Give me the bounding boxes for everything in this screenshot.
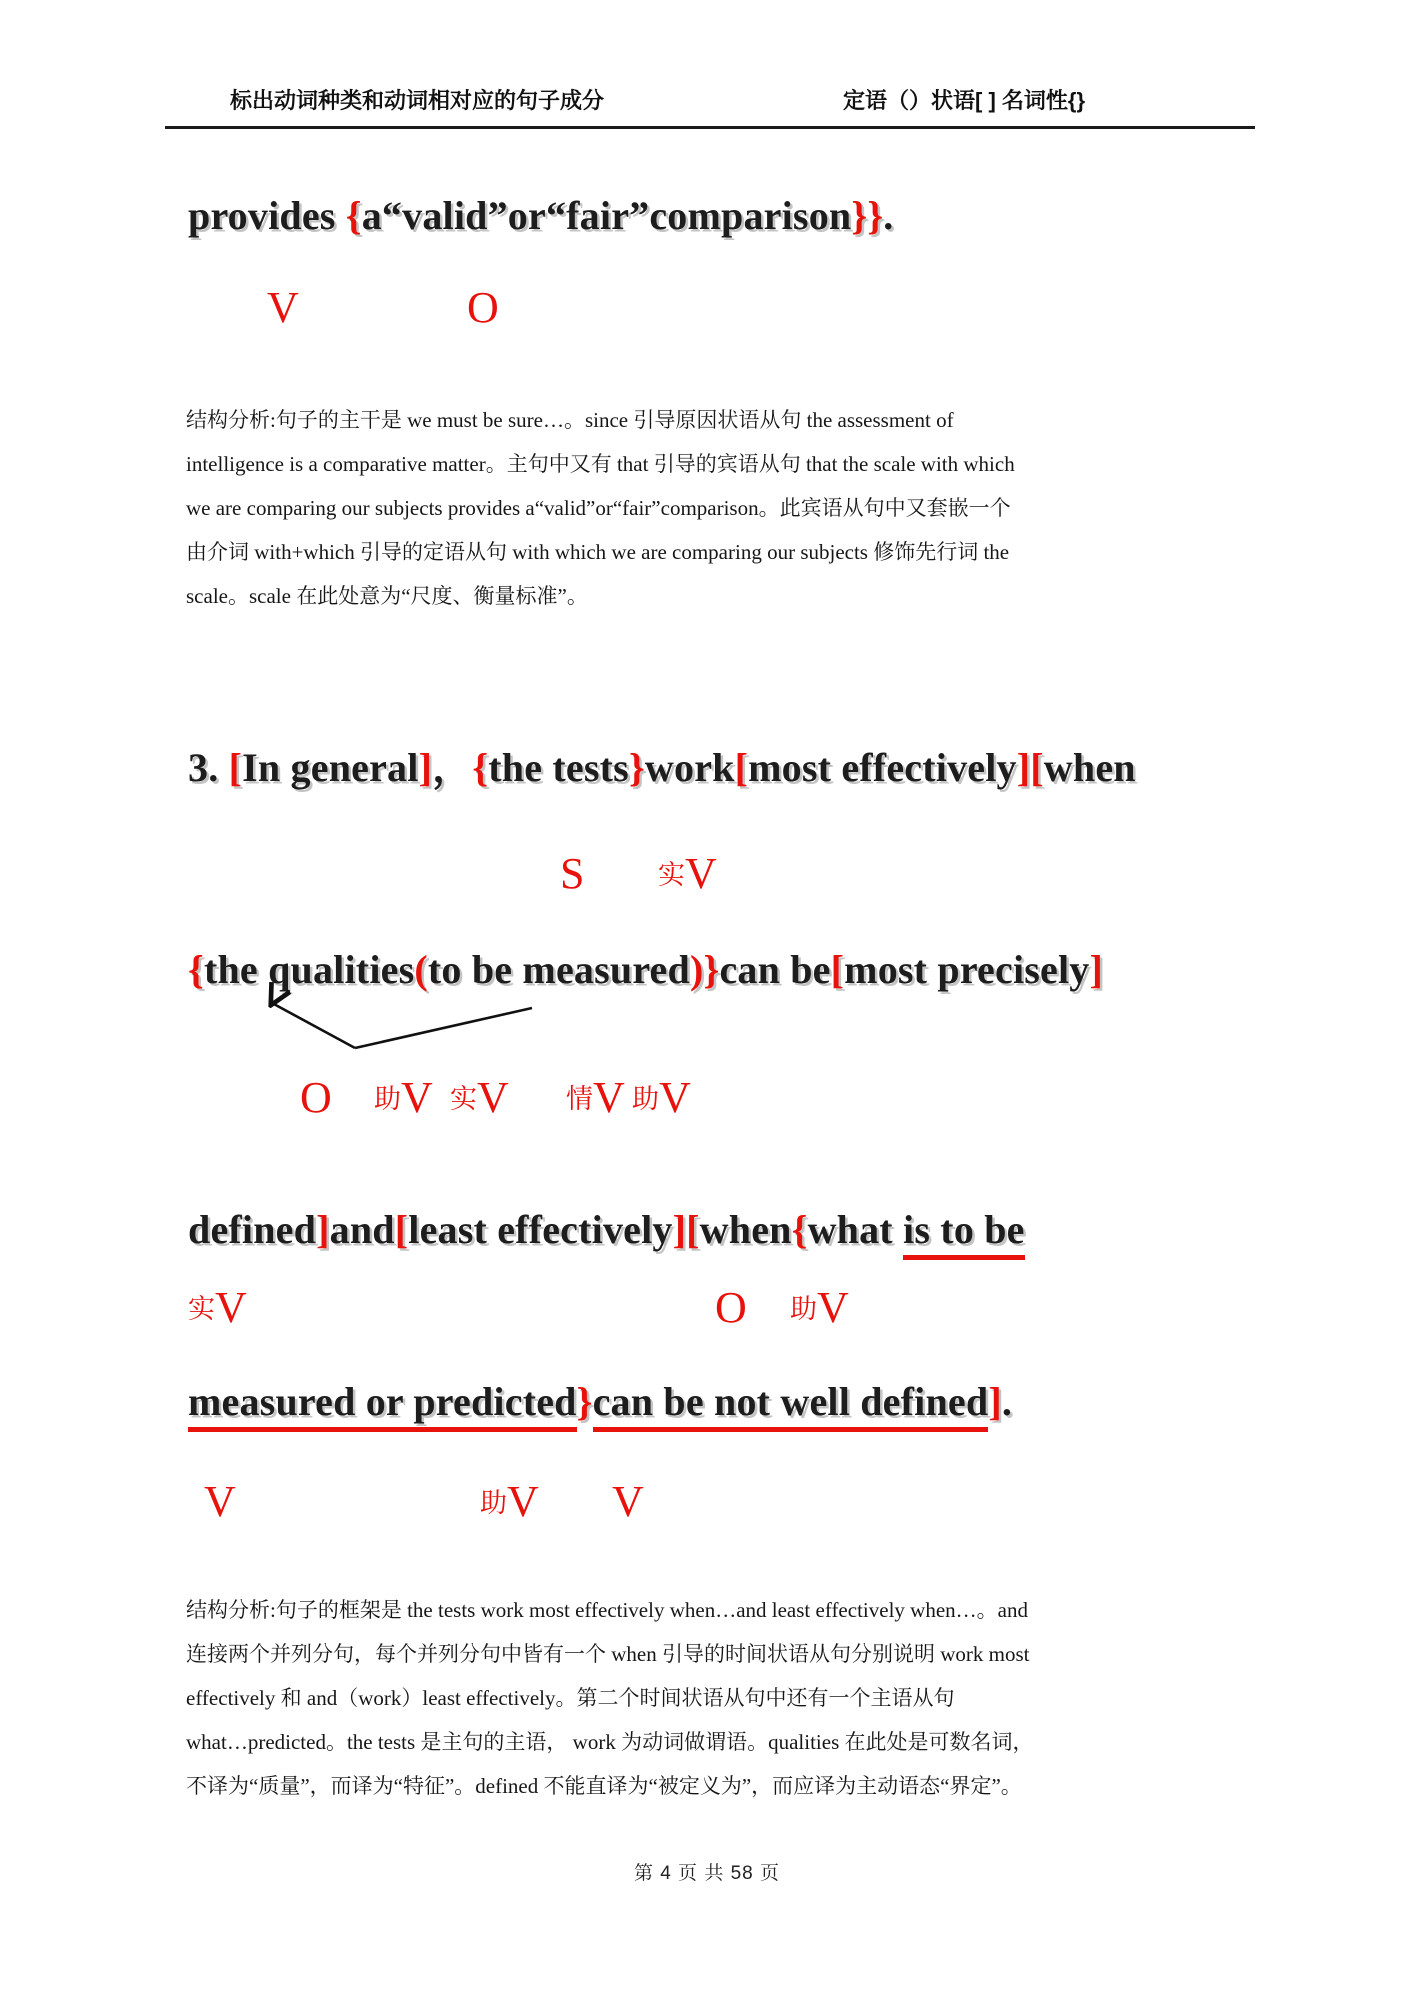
text-segment: can be <box>719 947 831 992</box>
text-segment: )} <box>689 947 720 992</box>
grammar-mark: 助V <box>374 1073 433 1122</box>
analysis-line: scale。scale 在此处意为“尺度、衡量标准”。 <box>186 584 588 608</box>
text-segment: [ <box>394 1207 409 1252</box>
grammar-mark: O <box>467 283 499 332</box>
text-segment: most precisely <box>844 947 1090 992</box>
text-segment: ][ <box>672 1207 700 1252</box>
analysis-line: 连接两个并列分句，每个并列分句中皆有一个 when 引导的时间状语从句分别说明 work most <box>186 1642 1030 1666</box>
page-number: 第 4 页 共 58 页 <box>633 1863 781 1884</box>
analysis-line: 不译为“质量”，而译为“特征”。defined 不能直译为“被定义为”，而应译为主动语态“界定”。 <box>186 1774 1022 1798</box>
grammar-mark: O <box>715 1283 747 1332</box>
text-segment: defined <box>188 1207 317 1252</box>
grammar-mark: 助V <box>632 1073 691 1122</box>
grammar-mark: 助V <box>480 1477 539 1526</box>
text-segment: ， <box>432 745 473 790</box>
text-segment: [ <box>228 745 243 790</box>
text-segment: } <box>628 745 645 790</box>
text-segment: ] <box>418 745 433 790</box>
analysis-line: what…predicted。the tests 是主句的主语， work 为动词做谓语。qualities 在此处是可数名词， <box>186 1730 1034 1754</box>
grammar-mark: S <box>560 849 585 898</box>
text-segment: ( <box>414 947 428 992</box>
text-segment: [ <box>734 745 749 790</box>
text-segment: least effectively <box>408 1207 673 1252</box>
text-segment: 3. <box>188 745 229 790</box>
text-segment: when <box>1043 745 1136 790</box>
grammar-mark: 实V <box>188 1283 247 1332</box>
text-segment: { <box>345 193 362 238</box>
grammar-mark: O <box>300 1073 332 1122</box>
annotation-arrows <box>240 985 560 1065</box>
sentence-line <box>188 1378 1012 1425</box>
grammar-mark: 情V <box>566 1073 625 1122</box>
text-segment: ] <box>316 1207 330 1252</box>
text-segment: a“valid”or“fair”comparison <box>361 193 852 238</box>
grammar-marks-row <box>188 848 1288 912</box>
header-left-title: 标出动词种类和动词相对应的句子成分 <box>230 88 605 113</box>
text-segment: . <box>883 193 894 238</box>
analysis-line: 结构分析:句子的框架是 the tests work most effectively when…and least effectively when…。and <box>186 1598 1028 1622</box>
grammar-mark: V <box>204 1477 236 1526</box>
text-segment: }} <box>851 193 884 238</box>
grammar-mark: 助V <box>790 1283 849 1332</box>
grammar-marks-row <box>188 1072 1288 1136</box>
analysis-line: effectively 和 and（work）least effectively。第二个时间状语从句中还有一个主语从句 <box>186 1686 955 1710</box>
header-rule <box>165 126 1255 129</box>
text-segment: ] <box>1089 947 1104 992</box>
text-segment: measured or predicted <box>188 1379 577 1432</box>
sentence-line <box>188 1206 1025 1253</box>
text-segment: provides <box>188 193 346 238</box>
text-segment: [ <box>830 947 845 992</box>
grammar-marks-row <box>188 1282 1288 1346</box>
text-segment: when <box>699 1207 792 1252</box>
header-right-legend: 定语（）状语[ ] 名词性{} <box>843 88 1086 113</box>
text-segment: the qualities <box>203 947 415 992</box>
grammar-mark: 实V <box>658 849 717 898</box>
text-segment: { <box>472 745 489 790</box>
text-segment: work <box>644 745 735 790</box>
grammar-mark: V <box>612 1477 644 1526</box>
grammar-marks-row <box>188 282 1288 346</box>
analysis-paragraph <box>186 398 1015 618</box>
grammar-mark: V <box>267 283 299 332</box>
text-segment: ][ <box>1016 745 1044 790</box>
text-segment: can be not well defined <box>593 1379 989 1432</box>
text-segment: In general <box>242 745 419 790</box>
text-segment: is to be <box>903 1207 1025 1260</box>
text-segment: } <box>576 1379 593 1424</box>
text-segment: the tests <box>488 745 629 790</box>
text-segment: and <box>329 1207 395 1252</box>
text-segment: to be measured <box>427 947 690 992</box>
analysis-line: 结构分析:句子的主干是 we must be sure…。since 引导原因状语从句 the assessment of <box>186 408 954 432</box>
analysis-line: intelligence is a comparative matter。主句中又有 that 引导的宾语从句 that the scale with which <box>186 452 1015 476</box>
grammar-marks-row <box>188 1476 1288 1540</box>
text-segment: { <box>188 947 204 992</box>
text-segment: { <box>791 1207 808 1252</box>
sentence-line <box>188 736 1136 793</box>
text-segment: most effectively <box>748 745 1017 790</box>
sentence-line <box>188 192 894 239</box>
analysis-paragraph <box>186 1588 1034 1808</box>
text-segment: ] <box>988 1379 1002 1424</box>
analysis-line: 由介词 with+which 引导的定语从句 with which we are comparing our subjects 修饰先行词 the <box>186 540 1010 564</box>
text-segment: . <box>1001 1379 1013 1424</box>
analysis-line: we are comparing our subjects provides a“valid”or“fair”comparison。此宾语从句中又套嵌一个 <box>186 496 1011 520</box>
grammar-mark: 实V <box>450 1073 509 1122</box>
text-segment: what <box>807 1207 904 1252</box>
